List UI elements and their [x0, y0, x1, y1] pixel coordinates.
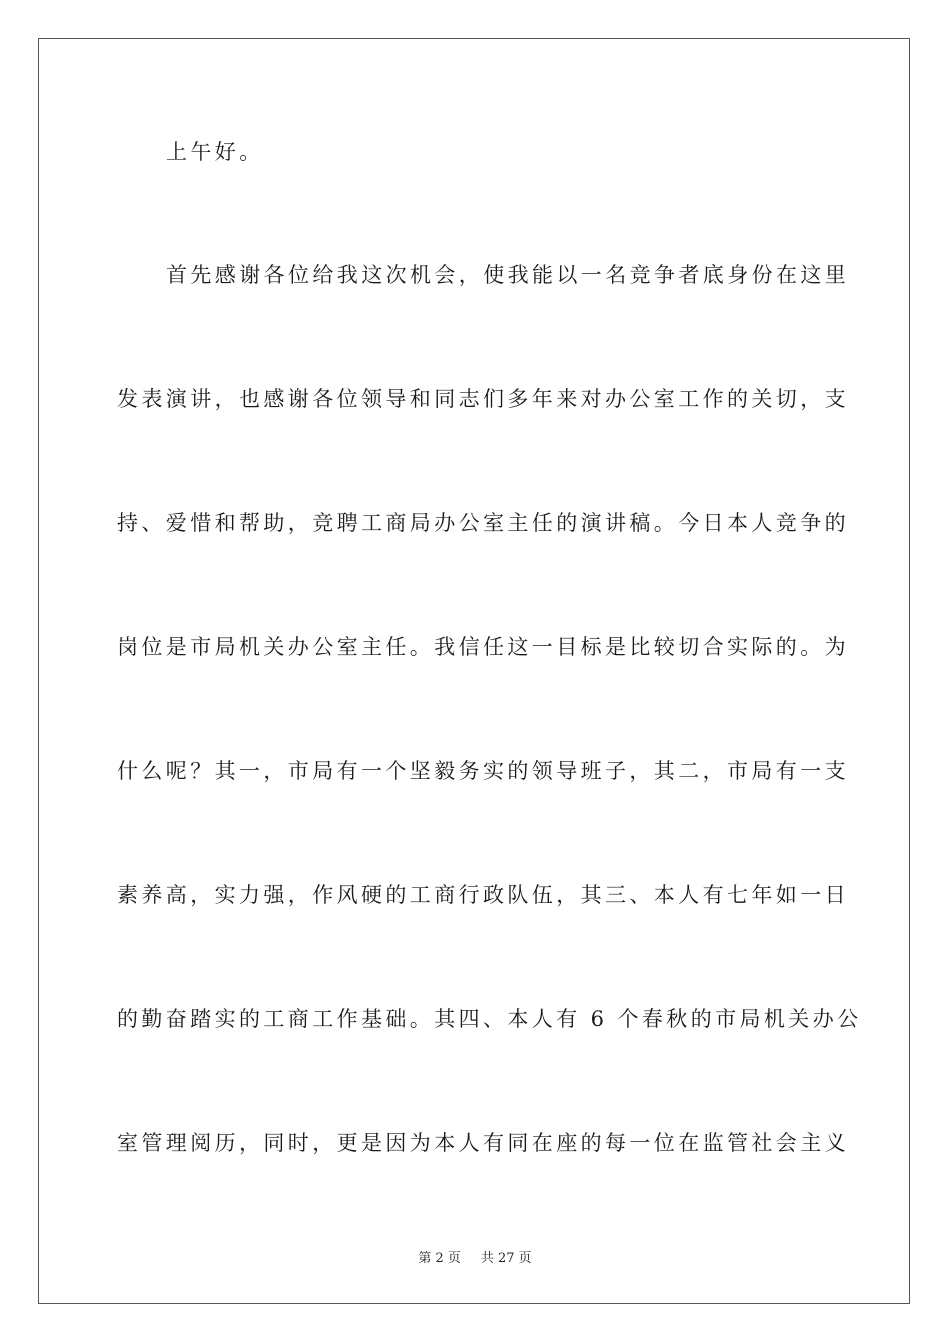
paragraph-line-4: 岗位是市局机关办公室主任。我信任这一目标是比较切合实际的。为	[117, 635, 849, 659]
paragraph-line-7: 的勤奋踏实的工商工作基础。其四、本人有 6 个春秋的市局机关办公	[117, 1007, 862, 1031]
page-total: 共 27 页	[480, 1251, 532, 1266]
greeting-line: 上午好。	[166, 140, 264, 164]
page-footer	[0, 1247, 950, 1266]
paragraph-line-6: 素养高，实力强，作风硬的工商行政队伍，其三、本人有七年如一日	[117, 883, 849, 907]
paragraph-line-1: 首先感谢各位给我这次机会，使我能以一名竞争者底身份在这里	[166, 263, 850, 287]
paragraph-line-2: 发表演讲，也感谢各位领导和同志们多年来对办公室工作的关切，支	[117, 387, 849, 411]
page-border	[38, 38, 910, 1304]
paragraph-line-5: 什么呢？其一，市局有一个坚毅务实的领导班子，其二，市局有一支	[117, 759, 849, 783]
paragraph-line-8: 室管理阅历，同时，更是因为本人有同在座的每一位在监管社会主义	[117, 1131, 849, 1155]
page-number: 第 2 页	[418, 1251, 461, 1266]
paragraph-line-3: 持、爱惜和帮助，竞聘工商局办公室主任的演讲稿。今日本人竞争的	[117, 511, 849, 535]
